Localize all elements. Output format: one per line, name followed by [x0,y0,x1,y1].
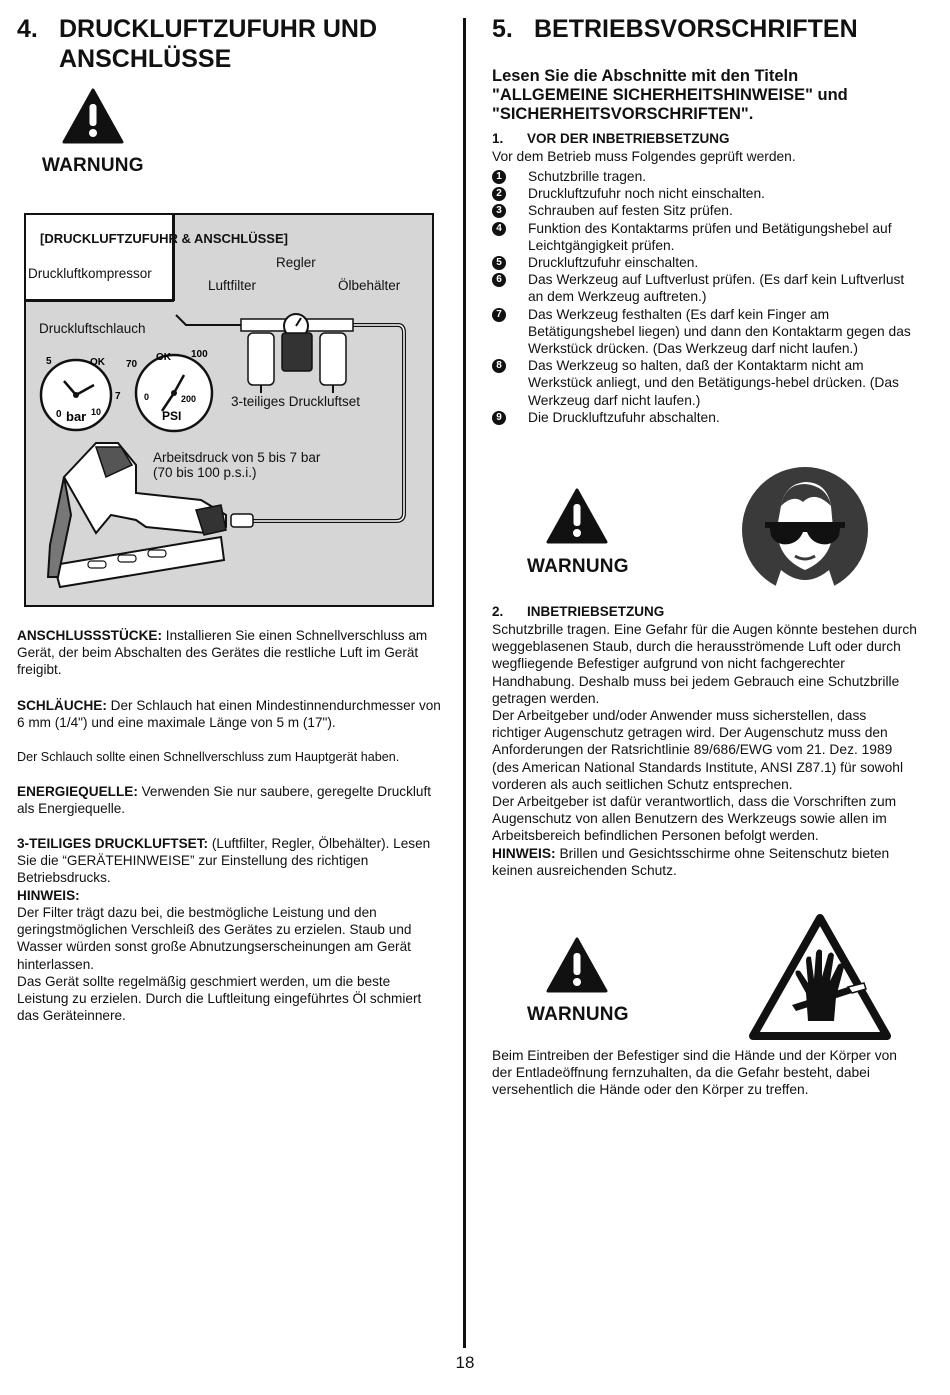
diagram-title: [DRUCKLUFTZUFUHR & ANSCHLÜSSE] [40,231,288,246]
bar-tick-5: 5 [46,356,52,367]
air-supply-diagram [24,213,434,607]
subsection-2-text-3: Der Arbeitgeber ist dafür verantwortlich, dass die Vorschriften zum Augenschutz von allen Benutzern des Werkzeugs sowie allen im Arbeitsbereich befindlichen Personen befolgt werden. [492,794,897,844]
list-item: 3 Schrauben auf festen Sitz prüfen. [492,202,917,219]
list-item: 2 Druckluftzufuhr noch nicht einschalten. [492,185,917,202]
note-text-1: Der Filter trägt dazu bei, die bestmögliche Leistung und den geringstmöglichen Verschleiß des Gerätes zu erzielen. Staub und Wasser würden sonst große Abnutzungserscheinungen am Gerät hinterlassen. [17,905,412,972]
subsection-2-note: HINWEIS: Brillen und Gesichtsschirme ohne Seitenschutz bieten keinen ausreichenden Schutz. [492,846,890,879]
subsection-1-heading: 1. VOR DER INBETRIEBSETZUNG [492,131,730,146]
hoses-paragraph: SCHLÄUCHE: Der Schlauch hat einen Mindestinnendurchmesser von 6 mm (1/4") und eine maximale Länge von 5 m (17"). [17,698,441,731]
subsection-2-text-2: Der Arbeitgeber und/oder Anwender muss sicherstellen, dass richtiger Augenschutz getragen wird. Der Augenschutz muss den Anforderungen der Ratsrichtlinie 89/686/EWG vom 21. Dez. 1989 (des American National Standards Institute, ANSI Z87.1) für sowohl vorderen als auch seitlichen Schutz entsprechen. [492,708,904,792]
column-divider [463,18,466,1348]
psi-tick-0: 0 [144,392,150,402]
list-item: 8 Das Werkzeug so halten, daß der Kontaktarm nicht am Werkstück anliegt, und den Betätigungs-hebel drücken. (Das Werkzeug darf nicht laufen.) [492,357,917,409]
psi-tick-70: 70 [126,359,138,370]
label-working-pressure: Arbeitsdruck von 5 bis 7 bar (70 bis 100 p.s.i.) [153,450,321,480]
subsection-2-heading: 2. INBETRIEBSETZUNG [492,604,665,619]
bar-tick-7: 7 [115,391,121,402]
warning-label: WARNUNG [42,155,144,176]
psi-unit: PSI [162,409,182,423]
list-item: 7 Das Werkzeug festhalten (Es darf kein Finger am Betätigungshebel liegen) und dann den Kontaktarm gegen das Werkstück drücken. (Das Werkzeug darf nicht laufen.) [492,306,917,358]
hand-injury-hazard-icon [748,913,892,1041]
bar-tick-10: 10 [91,407,102,417]
psi-tick-200: 200 [181,394,197,404]
subsection-2-text-1: Schutzbrille tragen. Eine Gefahr für die Augen könnte bestehen durch weggeblasenen Staub, durch die herausströmende Luft oder durch wegfliegende Befestiger aufgrund von nicht fachgerechter Handhabung. Deshalb muss bei jedem Gebrauch eine Schutzbrille getragen werden. [492,622,917,706]
warning-label: WARNUNG [527,556,629,577]
psi-tick-100: 100 [191,349,208,360]
warning-label: WARNUNG [527,1004,629,1025]
bar-tick-0: 0 [56,409,62,420]
label-air-filter: Luftfilter [208,278,257,293]
hands-warning-text: Beim Eintreiben der Befestiger sind die Hände und der Körper von der Entladeöffnung fernzuhalten, da die Gefahr besteht, dabei versehentlich die Hände oder den Körper zu treffen. [492,1048,897,1098]
hoses-paragraph-2: Der Schlauch sollte einen Schnellverschluss zum Hauptgerät haben. [17,750,400,764]
page-number: 18 [455,1353,475,1372]
warning-triangle-icon [546,937,608,993]
label-air-set: 3-teiliges Druckluftset [231,394,361,409]
list-item: 5 Druckluftzufuhr einschalten. [492,254,917,271]
note-head: HINWEIS: [17,888,80,903]
list-item: 1 Schutzbrille tragen. [492,168,917,185]
psi-ok: OK [156,352,171,363]
bar-unit: bar [66,409,87,424]
energy-paragraph: ENERGIEQUELLE: Verwenden Sie nur saubere, geregelte Druckluft als Energiequelle. [17,784,432,817]
list-item: 6 Das Werkzeug auf Luftverlust prüfen. (Es darf kein Luftverlust an dem Werkzeug auftreten.) [492,271,917,305]
subsection-1-intro: Vor dem Betrieb muss Folgendes geprüft werden. [492,149,796,164]
label-regulator: Regler [276,255,316,270]
note-text-2: Das Gerät sollte regelmäßig geschmiert werden, um die beste Leistung zu erzielen. Durch die Luftleitung eingeführtes Öl schmiert das Geräteinnere. [17,974,422,1024]
label-hose: Druckluftschlauch [39,321,146,336]
frl-unit-icon [241,314,353,393]
list-item: 4 Funktion des Kontaktarms prüfen und Betätigungshebel auf Leichtgängigkeit prüfen. [492,220,917,254]
framing-nailer-icon [48,443,226,587]
section-5-heading: 5. BETRIEBSVORSCHRIFTEN [492,15,858,43]
label-oiler: Ölbehälter [338,278,401,293]
air-set-paragraph: 3-TEILIGES DRUCKLUFTSET: (Luftfilter, Regler, Ölbehälter). Lesen Sie die “GERÄTEHINWEISE” zur Einstellung des richtigen Betriebsdrucks. [17,836,431,886]
checklist [492,168,917,426]
warning-triangle-icon [546,488,608,544]
intro-paragraph: Lesen Sie die Abschnitte mit den Titeln "ALLGEMEINE SICHERHEITSHINWEISE" und "SICHERHEITSVORSCHRIFTEN". [492,67,848,123]
fittings-paragraph: ANSCHLUSSSTÜCKE: Installieren Sie einen Schnellverschluss am Gerät, der beim Abschalten des Gerätes die restliche Luft im Gerät freigibt. [17,628,428,678]
list-item: 9 Die Druckluftzufuhr abschalten. [492,409,917,426]
diagram-drawing [26,215,432,605]
bar-ok: OK [90,357,105,368]
section-4-heading: 4. DRUCKLUFTZUFUHR UND ANSCHLÜSSE [17,15,378,73]
safety-goggles-icon [741,466,869,594]
label-compressor: Druckluftkompressor [28,266,152,281]
warning-triangle-icon [62,88,124,144]
